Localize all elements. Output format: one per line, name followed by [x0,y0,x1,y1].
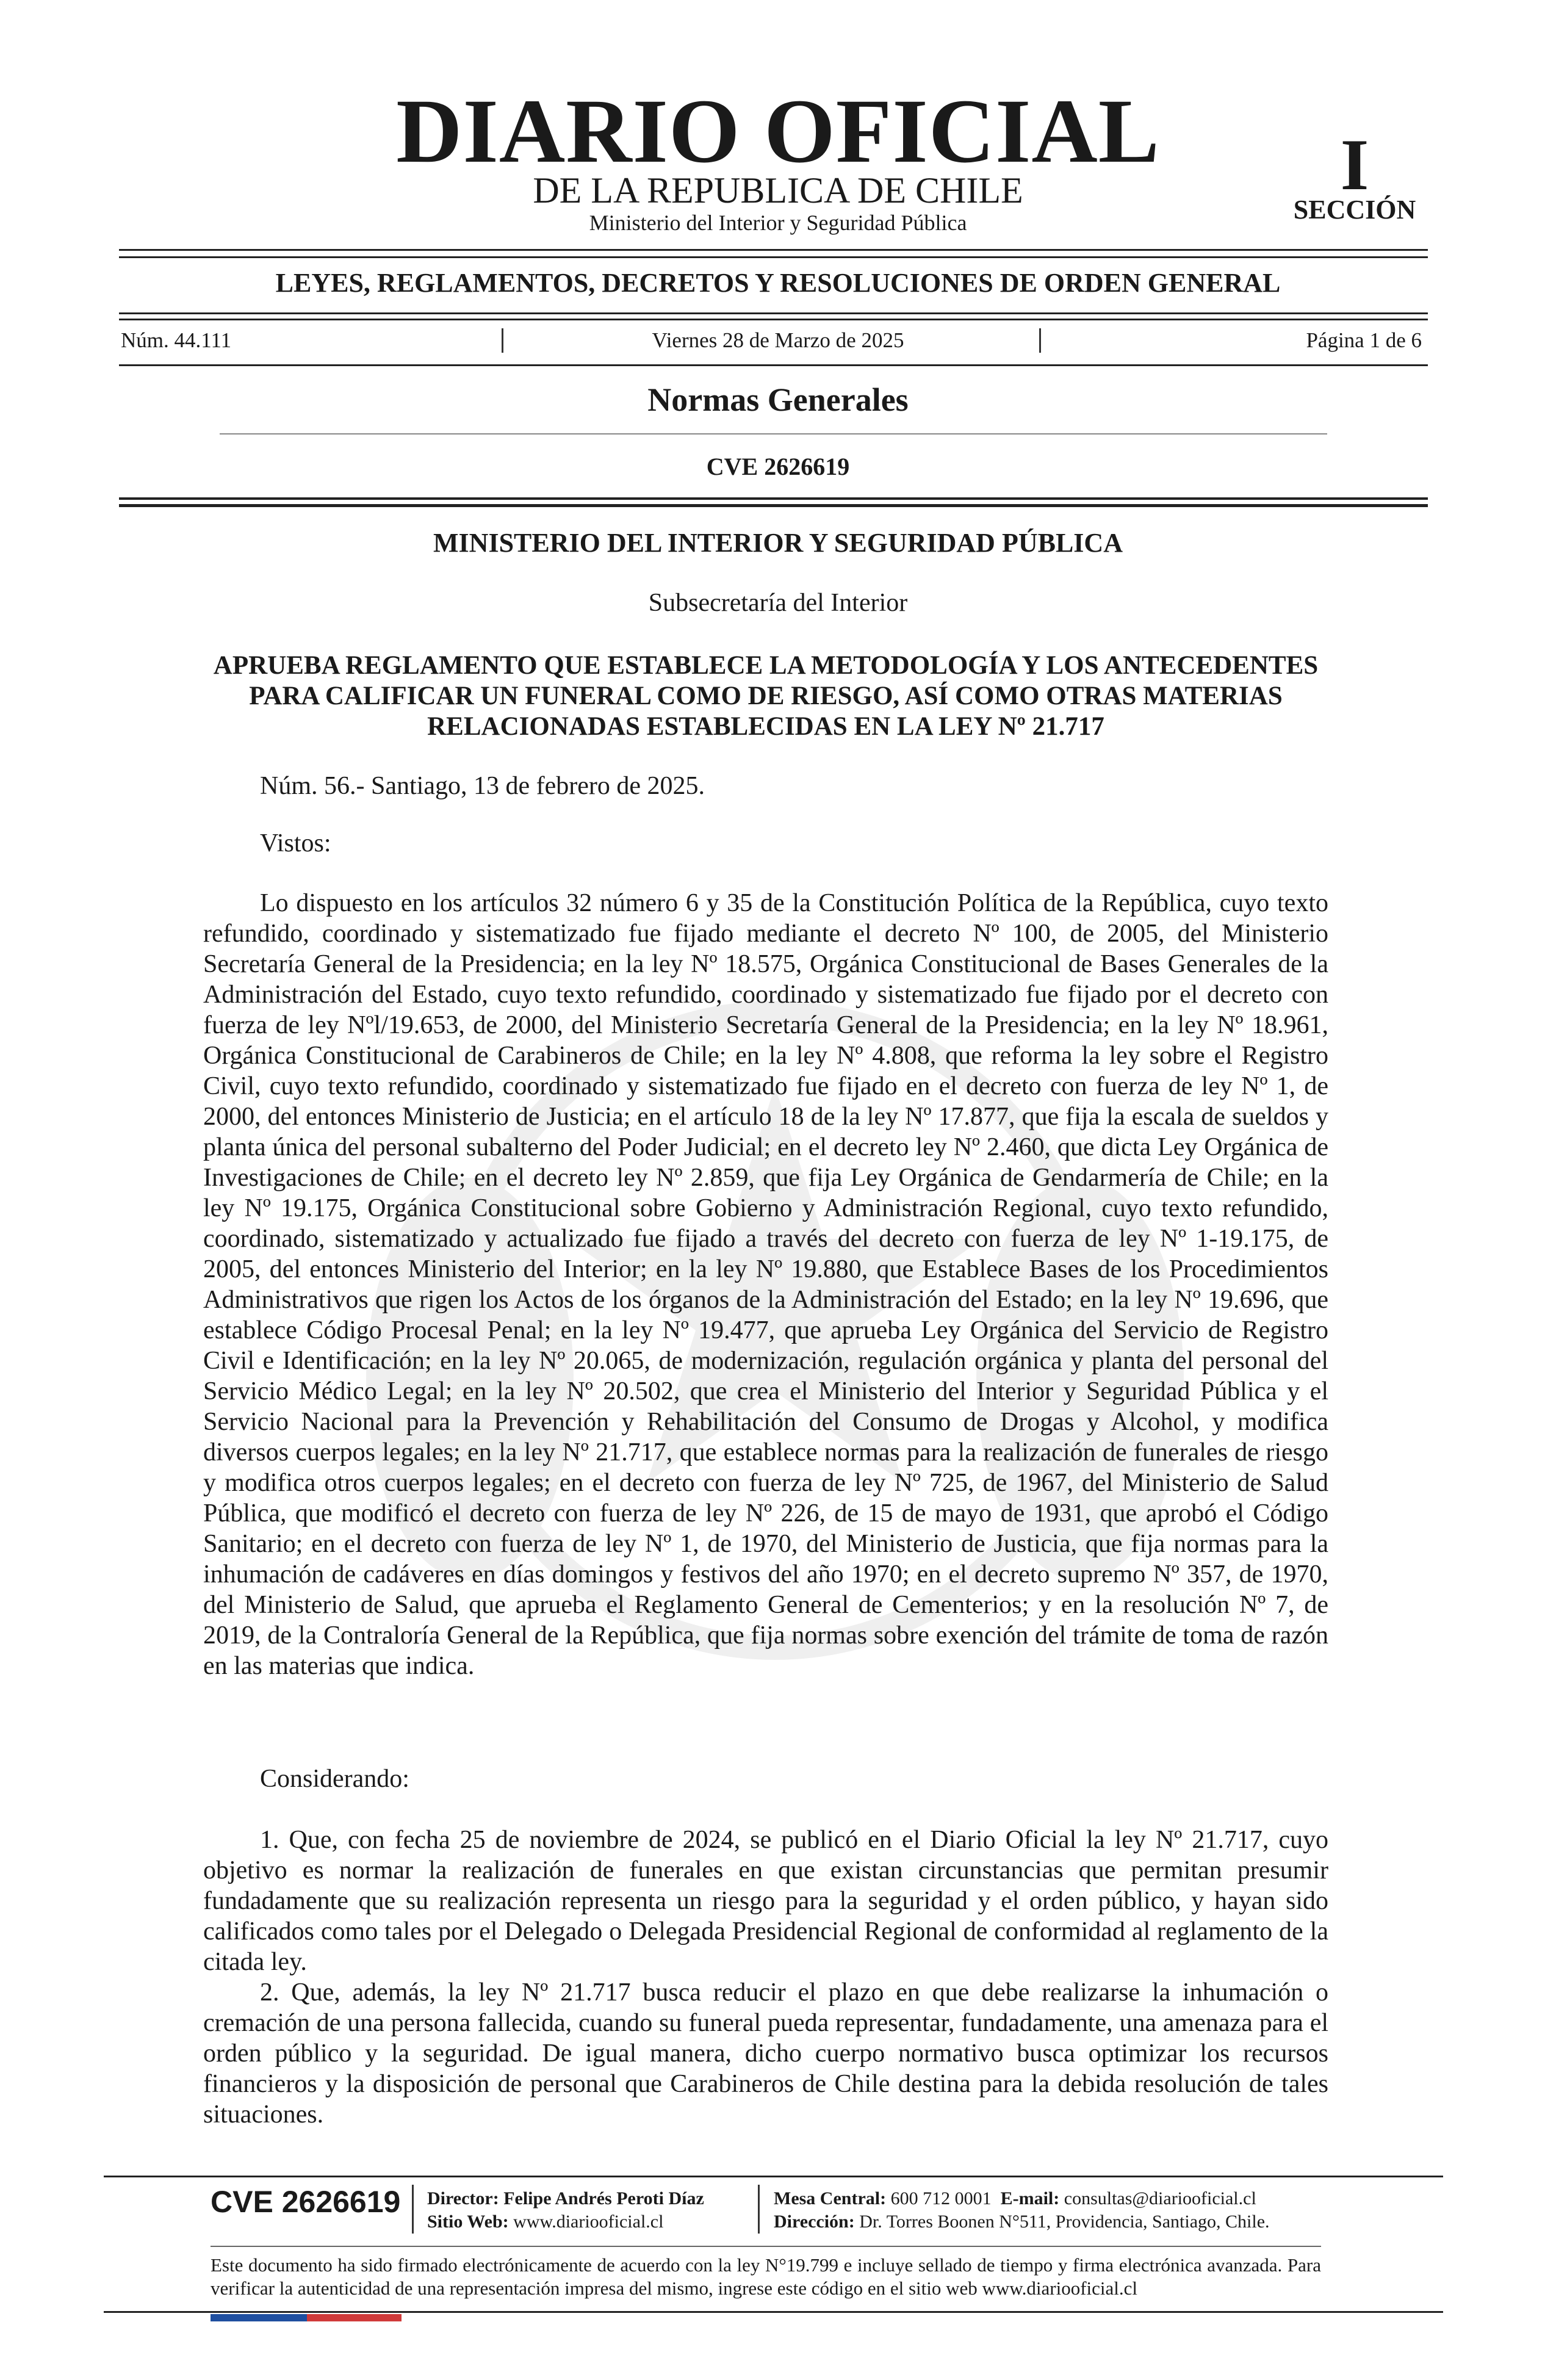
director-name: Felipe Andrés Peroti Díaz [503,2188,704,2209]
section-label: SECCIÓN [1293,195,1416,225]
footer-separator-1 [412,2185,414,2234]
footer-contact-block [774,2187,1384,2234]
director-label: Director: [427,2188,499,2209]
meta-separator-2 [1039,328,1041,353]
issue-date: Viernes 28 de Marzo de 2025 [652,328,904,352]
mesa-label: Mesa Central: [774,2188,887,2209]
email-link[interactable]: consultas@diariooficial.cl [1064,2188,1256,2209]
email-label: E-mail: [1000,2188,1060,2209]
footer-legal-notice: Este documento ha sido firmado electrónicamente de acuerdo con la ley N°19.799 e incluye sellado de tiempo y firma electrónica avanzada. Para verificar la autenticidad de una representación impresa del mismo, ingrese este código en el sitio web www.diariooficial.cl [211,2254,1321,2299]
rule-mid-1 [119,312,1428,314]
page-indicator: Página 1 de 6 [1306,328,1422,352]
subsecretaria: Subsecretaría del Interior [648,589,908,617]
rule-top-1 [119,249,1428,251]
decree-number-line: Núm. 56.- Santiago, 13 de febrero de 2025. [260,772,705,800]
rule-mid-2 [119,319,1428,320]
vistos-label: Vistos: [260,829,331,857]
considerando-paragraph-1: 1. Que, con fecha 25 de noviembre de 2024, se publicó en el Diario Oficial la ley Nº 21.717, cuyo objetivo es normar la realización de funerales en que existan circunstancias que permitan presumir fundadamente que su realización representa un riesgo para la seguridad y el orden público, y hayan sido calificados como tales por el Delegado o Delegada Presidencial Regional de conformidad al reglamento de la citada ley. [203,1826,1328,1976]
address-label: Dirección: [774,2212,855,2232]
rule-thick-1 [119,497,1428,500]
address-text: Dr. Torres Boonen N°511, Providencia, Santiago, Chile. [859,2212,1270,2232]
newspaper-ministry: Ministerio del Interior y Seguridad Pública [589,211,967,235]
considerando-label: Considerando: [260,1765,409,1793]
issue-number: Núm. 44.111 [121,328,232,352]
vistos-paragraph: Lo dispuesto en los artículos 32 número 6 y 35 de la Constitución Política de la República, cuyo texto refundido, coordinado y sistematizado fue fijado mediante el decreto Nº 100, de 2005, del Ministerio Secretaría General de la Presidencia; en la ley Nº 18.575, Orgánica Constitucional de Bases Generales de la Administración del Estado, cuyo texto refundido, coordinado y sistematizado fue fijado por el decreto con fuerza de ley Nºl/19.653, de 2000, del Ministerio Secretaría General de la Presidencia; en la ley Nº 18.961, Orgánica Constitucional de Carabineros de Chile; en la ley Nº 4.808, que reforma la ley sobre el Registro Civil, cuyo texto refundido, coordinado y sistematizado fue fijado en el decreto con fuerza de ley Nº 1, de 2000, del entonces Ministerio de Justicia; en el artículo 18 de la ley Nº 17.877, que fija la escala de sueldos y planta única del personal subalterno del Poder Judicial; en el decreto ley Nº 2.460, que dicta Ley Orgánica de Investigaciones de Chile; en el decreto ley Nº 2.859, que fija Ley Orgánica de Gendarmería de Chile; en la ley Nº 19.175, Orgánica Constitucional sobre Gobierno y Administración Regional, cuyo texto refundido, coordinado, sistematizado y actualizado fue fijado a través del decreto con fuerza de ley Nº 1-19.175, de 2005, del entonces Ministerio del Interior; en la ley Nº 19.880, que Establece Bases de los Procedimientos Administrativos que rigen los Actos de los órganos de la Administración del Estado; en la ley Nº 19.696, que establece Código Procesal Penal; en la ley Nº 19.477, que aprueba Ley Orgánica del Servicio de Registro Civil e Identificación; en la ley Nº 20.065, de modernización, regulación orgánica y planta del personal del Servicio Médico Legal; en la ley Nº 20.502, que crea el Ministerio del Interior y Seguridad Pública y el Servicio Nacional para la Prevención y Rehabilitación del Consumo de Drogas y Alcohol, y modifica diversos cuerpos legales; en la ley Nº 21.717, que establece normas para la realización de funerales de riesgo y modifica otros cuerpos legales; en el decreto con fuerza de ley Nº 725, de 1967, del Ministerio de Salud Pública, que modificó el decreto con fuerza de ley Nº 226, de 15 de mayo de 1931, que aprobó el Código Sanitario; en el decreto con fuerza de ley Nº 1, de 1970, del Ministerio de Justicia, que fija normas para la inhumación de cadáveres en días domingos y festivos del año 1970; en el decreto supremo Nº 357, de 1970, del Ministerio de Salud, que aprueba el Reglamento General de Cementerios; y en la resolución Nº 7, de 2019, de la Contraloría General de la República, que fija normas sobre exención del trámite de toma de razón en las materias que indica. [203,889,1328,1680]
meta-separator-1 [502,328,503,353]
newspaper-subtitle: DE LA REPUBLICA DE CHILE [533,170,1023,211]
rule-top-2 [119,256,1428,258]
newspaper-title: DIARIO OFICIAL [396,81,1160,182]
considerando-paragraph-2: 2. Que, además, la ley Nº 21.717 busca reducir el plazo en que debe realizarse la inhumación o cremación de una persona fallecida, cuando su funeral pueda representar, fundadamente, una amenaza para el orden público y la seguridad. De igual manera, dicho cuerpo normativo busca optimizar los recursos financieros y la disposición de personal que Carabineros de Chile destina para la debida resolución de tales situaciones. [203,1978,1328,2129]
website-link[interactable]: www.diariooficial.cl [513,2212,664,2232]
decree-title: APRUEBA REGLAMENTO QUE ESTABLECE LA METODOLOGÍA Y LOS ANTECEDENTES PARA CALIFICAR UN FUNERAL COMO DE RIESGO, ASÍ COMO OTRAS MATERIAS RELACIONADAS ESTABLECIDAS EN LA LEY Nº 21.717 [213,651,1319,741]
cve-code: CVE 2626619 [706,453,850,480]
rule-thick-2 [119,504,1428,507]
section-number: I [1340,124,1369,205]
footer-cve-code: CVE 2626619 [211,2185,401,2219]
category-heading: LEYES, REGLAMENTOS, DECRETOS Y RESOLUCIONES DE ORDEN GENERAL [275,268,1281,298]
footer-rule-mid [211,2246,1321,2247]
mesa-phone: 600 712 0001 [890,2188,992,2209]
footer-director-block [427,2187,769,2234]
footer-rule-bottom [104,2311,1443,2313]
footer-separator-2 [758,2185,760,2234]
section-heading: Normas Generales [647,381,909,418]
rule-meta-bottom [119,364,1428,366]
rule-under-heading [220,433,1327,435]
issuing-ministry: MINISTERIO DEL INTERIOR Y SEGURIDAD PÚBLICA [433,528,1123,558]
flag-stripe-red [307,2314,402,2321]
web-label: Sitio Web: [427,2212,509,2232]
flag-stripe-blue [211,2314,307,2321]
footer-rule-top [104,2176,1443,2177]
